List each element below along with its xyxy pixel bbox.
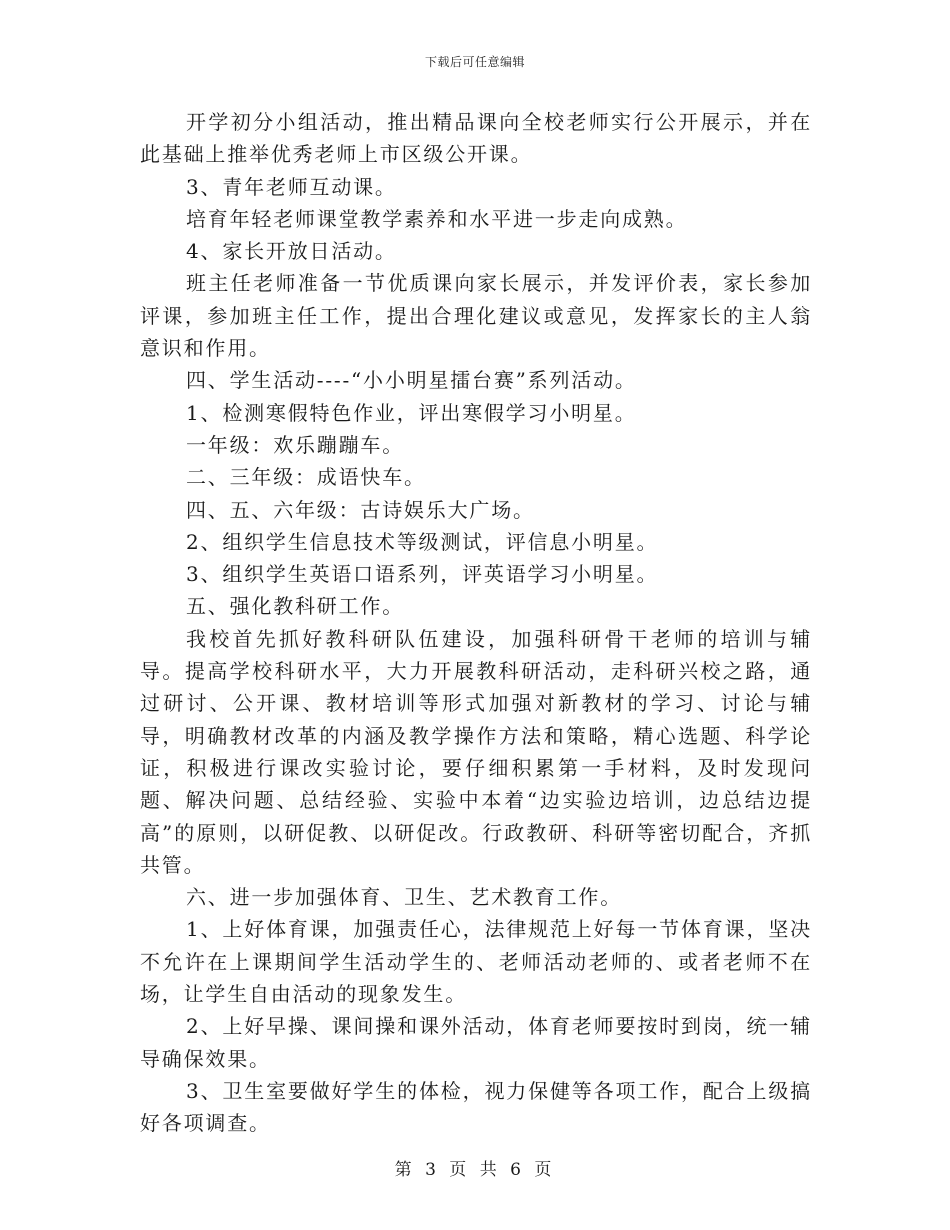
section-heading: 六、进一步加强体育、卫生、艺术教育工作。 bbox=[186, 885, 622, 910]
page-header: 下载后可任意编辑 bbox=[424, 55, 525, 69]
paragraph: 我校首先抓好教科研队伍建设，加强科研骨干老师的培训与辅导。提高学校科研水平，大力开展教科研活动，走科研兴校之路，通过研讨、公开课、教材培训等形式加强对新教材的学习、讨论与辅导，明确教材改革的内涵及教学操作方法和策略，精心选题、科学论证，积极进行课改实验讨论，要仔细积累第一手材料，及时发现问题、解决问题、总结经验、实验中本着“边实验边培训，边总结边提高”的原则，以研促教、以研促改。行政教研、科研等密切配合，齐抓共管。 bbox=[140, 626, 812, 877]
paragraph: 3、青年老师互动课。 bbox=[186, 174, 397, 199]
paragraph: 二、三年级：成语快车。 bbox=[186, 465, 426, 490]
page-footer: 第 3 页 共 6 页 bbox=[394, 1160, 556, 1180]
paragraph: 3、卫生室要做好学生的体检，视力保健等各项工作，配合上级搞好各项调查。 bbox=[140, 1078, 812, 1136]
paragraph: 2、上好早操、课间操和课外活动，体育老师要按时到岗，统一辅导确保效果。 bbox=[140, 1014, 812, 1071]
paragraph: 四、五、六年级：古诗娱乐大广场。 bbox=[186, 497, 535, 522]
paragraph: 2、组织学生信息技术等级测试，评信息小明星。 bbox=[186, 529, 659, 554]
paragraph: 3、组织学生英语口语系列，评英语学习小明星。 bbox=[186, 562, 659, 587]
section-heading: 四、学生活动----“小小明星擂台赛”系列活动。 bbox=[186, 368, 637, 393]
paragraph: 1、检测寒假特色作业，评出寒假学习小明星。 bbox=[186, 400, 637, 425]
document-body bbox=[140, 106, 812, 1140]
paragraph: 一年级：欢乐蹦蹦车。 bbox=[186, 432, 404, 457]
section-heading: 五、强化教科研工作。 bbox=[186, 594, 404, 619]
paragraph: 开学初分小组活动，推出精品课向全校老师实行公开展示，并在此基础上推举优秀老师上市区级公开课。 bbox=[140, 110, 812, 167]
paragraph: 培育年轻老师课堂教学素养和水平进一步走向成熟。 bbox=[186, 206, 688, 231]
paragraph: 1、上好体育课，加强责任心，法律规范上好每一节体育课，坚决不允许在上课期间学生活动学生的、老师活动老师的、或者老师不在场，让学生自由活动的现象发生。 bbox=[140, 917, 812, 1007]
paragraph: 班主任老师准备一节优质课向家长展示，并发评价表，家长参加评课，参加班主任工作，提出合理化建议或意见，发挥家长的主人翁意识和作用。 bbox=[140, 271, 812, 361]
paragraph: 4、家长开放日活动。 bbox=[186, 239, 397, 264]
